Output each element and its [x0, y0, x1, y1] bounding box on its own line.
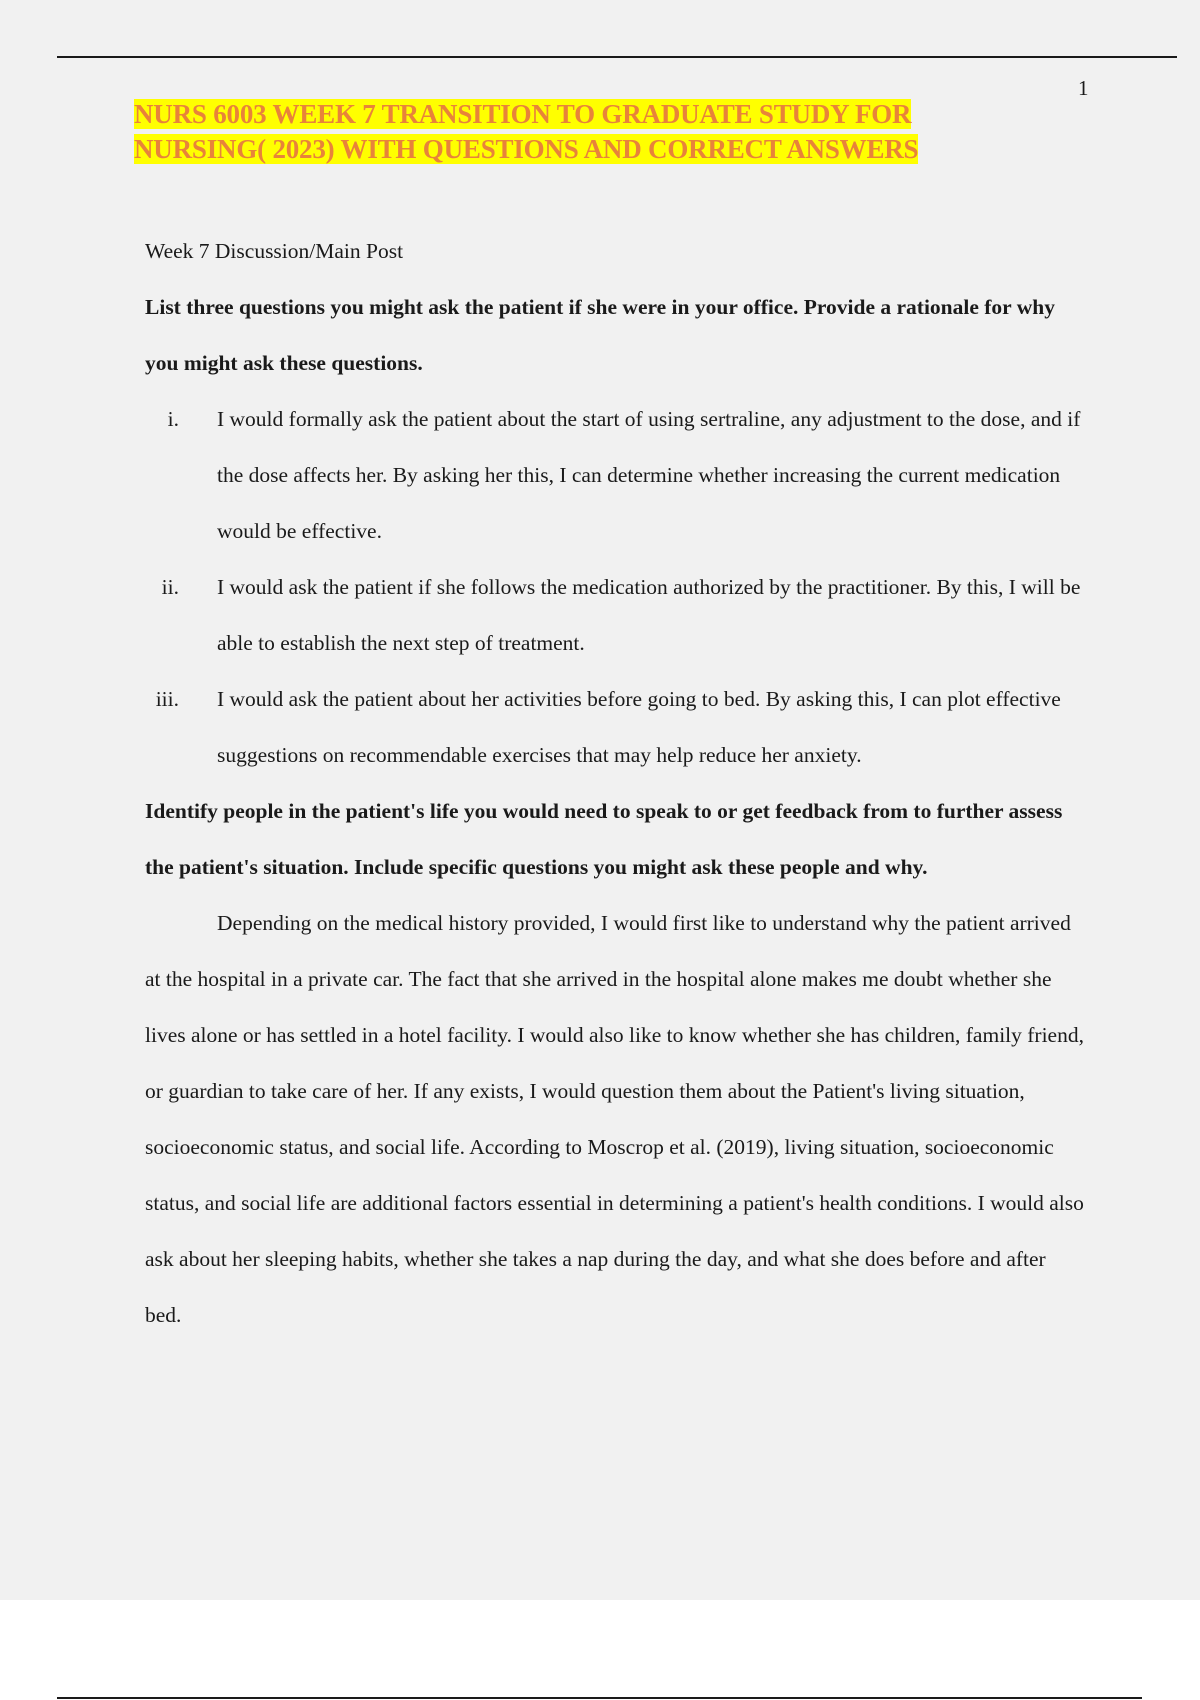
- header-rule: [57, 56, 1177, 58]
- list-item-text: I would ask the patient about her activities before going to bed. By asking this, I can plot effective suggestions on recommendable exercises that may help reduce her anxiety.: [217, 687, 1061, 767]
- list-item: [145, 671, 1085, 783]
- page-number: 1: [1078, 76, 1089, 100]
- answer-list: [145, 391, 1085, 783]
- list-item-number: i.: [167, 407, 179, 431]
- title-line-1: NURS 6003 WEEK 7 TRANSITION TO GRADUATE STUDY FOR: [134, 99, 912, 129]
- title-line-2: NURSING( 2023) WITH QUESTIONS AND CORRECT ANSWERS: [134, 134, 919, 164]
- list-item: [145, 391, 1085, 559]
- list-item-number: ii.: [161, 575, 179, 599]
- document-body: [145, 223, 1085, 1343]
- footer-rule: [57, 1697, 1142, 1699]
- document-title: [134, 97, 1034, 167]
- list-item-text: I would ask the patient if she follows the medication authorized by the practitioner. By this, I will be able to establish the next step of treatment.: [217, 575, 1081, 655]
- body-paragraph: Depending on the medical history provided, I would first like to understand why the patient arrived at the hospital in a private car. The fact that she arrived in the hospital alone makes me doubt whether she lives alone or has settled in a hotel facility. I would also like to know whether she has children, family friend, or guardian to take care of her. If any exists, I would question them about the Patient's living situation, socioeconomic status, and social life. According to Moscrop et al. (2019), living situation, socioeconomic status, and social life are additional factors essential in determining a patient's health conditions. I would also ask about her sleeping habits, whether she takes a nap during the day, and what she does before and after bed.: [145, 911, 1084, 1327]
- section-label: Week 7 Discussion/Main Post: [145, 239, 404, 263]
- question-1: List three questions you might ask the patient if she were in your office. Provide a rationale for why you might ask these questions.: [145, 295, 1055, 375]
- question-2: Identify people in the patient's life you would need to speak to or get feedback from to further assess the patient's situation. Include specific questions you might ask these people and why.: [145, 799, 1063, 879]
- list-item: [145, 559, 1085, 671]
- list-item-number: iii.: [155, 687, 179, 711]
- list-item-text: I would formally ask the patient about the start of using sertraline, any adjustment to the dose, and if the dose affects her. By asking her this, I can determine whether increasing the current medication would be effective.: [217, 407, 1081, 543]
